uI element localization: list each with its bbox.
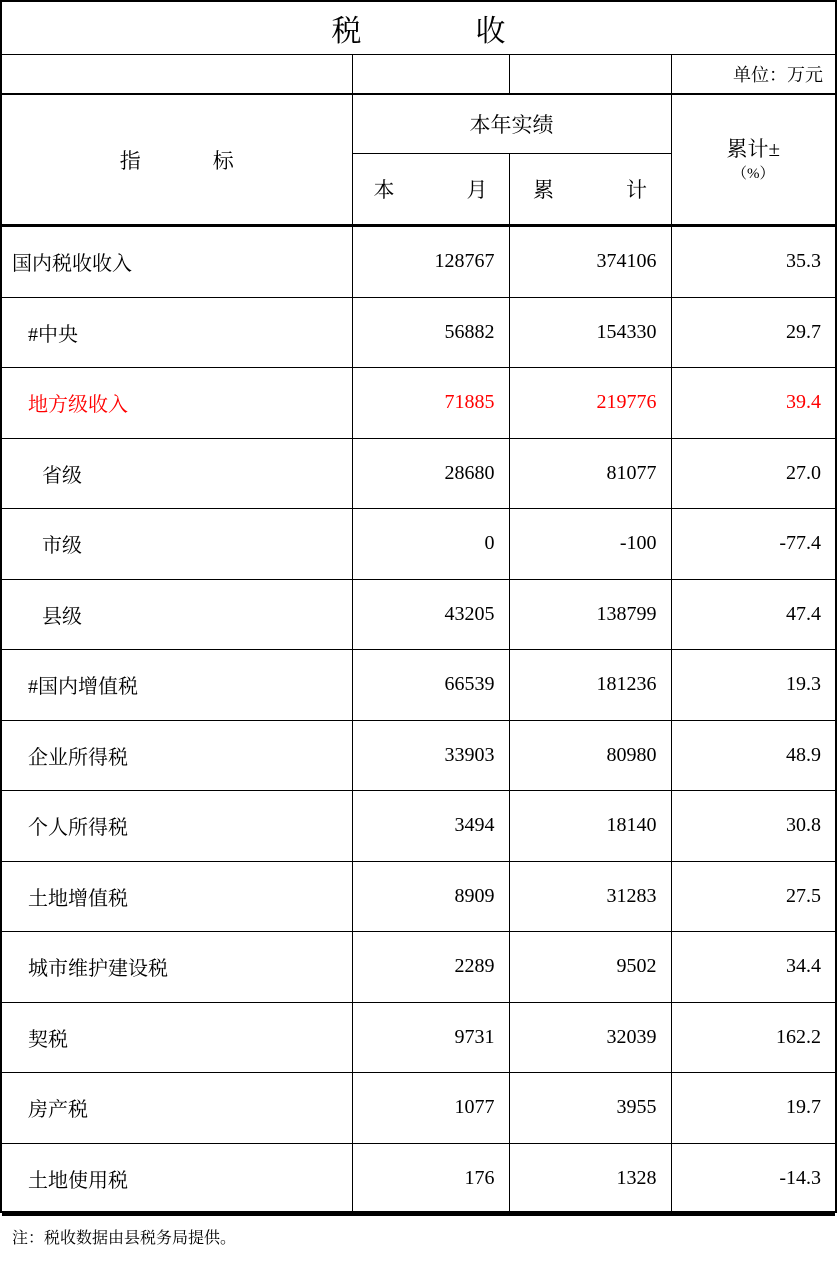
tax-data-table [2, 225, 835, 1214]
unit-blank-cell-3 [509, 55, 671, 95]
row-cumulative-value: 1328 [509, 1143, 671, 1214]
header-rate [671, 94, 835, 225]
table-row [2, 509, 835, 580]
header-cumulative: 累 计 [509, 154, 671, 225]
header-rate-label: 累计± [726, 137, 781, 162]
row-month-value: 71885 [352, 368, 509, 439]
header-month: 本 月 [352, 154, 509, 225]
unit-row [2, 55, 835, 95]
row-rate-value: 162.2 [671, 1002, 835, 1073]
row-rate-value: 19.3 [671, 650, 835, 721]
row-rate-value: 27.5 [671, 861, 835, 932]
row-rate-value: 19.7 [671, 1073, 835, 1144]
row-month-value: 3494 [352, 791, 509, 862]
row-label: 省级 [2, 438, 352, 509]
unit-label: 单位：万元 [671, 55, 835, 95]
row-month-value: 2289 [352, 932, 509, 1003]
table-row [2, 720, 835, 791]
row-cumulative-value: 138799 [509, 579, 671, 650]
row-cumulative-value: 374106 [509, 226, 671, 297]
header-index: 指 标 [2, 94, 352, 225]
unit-blank-cell-1 [2, 55, 352, 95]
row-cumulative-value: 31283 [509, 861, 671, 932]
row-label: 房产税 [2, 1073, 352, 1144]
row-label: 企业所得税 [2, 720, 352, 791]
row-cumulative-value: 80980 [509, 720, 671, 791]
row-label: 城市维护建设税 [2, 932, 352, 1003]
header-year-performance: 本年实绩 [352, 94, 671, 154]
row-cumulative-value: 154330 [509, 297, 671, 368]
unit-blank-cell-2 [352, 55, 509, 95]
row-label: 市级 [2, 509, 352, 580]
table-row [2, 932, 835, 1003]
row-cumulative-value: 181236 [509, 650, 671, 721]
row-rate-value: 48.9 [671, 720, 835, 791]
row-label: 契税 [2, 1002, 352, 1073]
row-cumulative-value: -100 [509, 509, 671, 580]
header-row-1 [2, 94, 835, 154]
row-rate-value: 35.3 [671, 226, 835, 297]
row-month-value: 28680 [352, 438, 509, 509]
row-month-value: 33903 [352, 720, 509, 791]
row-month-value: 0 [352, 509, 509, 580]
row-cumulative-value: 18140 [509, 791, 671, 862]
row-rate-value: 39.4 [671, 368, 835, 439]
row-label: 土地增值税 [2, 861, 352, 932]
row-label: #国内增值税 [2, 650, 352, 721]
table-row [2, 791, 835, 862]
row-rate-value: -77.4 [671, 509, 835, 580]
row-rate-value: -14.3 [671, 1143, 835, 1214]
row-month-value: 9731 [352, 1002, 509, 1073]
row-rate-value: 30.8 [671, 791, 835, 862]
row-cumulative-value: 81077 [509, 438, 671, 509]
table-row [2, 297, 835, 368]
table-row [2, 1002, 835, 1073]
row-cumulative-value: 219776 [509, 368, 671, 439]
row-label: #中央 [2, 297, 352, 368]
row-label: 县级 [2, 579, 352, 650]
row-month-value: 66539 [352, 650, 509, 721]
table-row [2, 650, 835, 721]
row-rate-value: 34.4 [671, 932, 835, 1003]
row-rate-value: 29.7 [671, 297, 835, 368]
row-label: 地方级收入 [2, 368, 352, 439]
table-row [2, 438, 835, 509]
row-month-value: 8909 [352, 861, 509, 932]
row-rate-value: 47.4 [671, 579, 835, 650]
title-row [2, 2, 835, 55]
row-cumulative-value: 3955 [509, 1073, 671, 1144]
row-cumulative-value: 9502 [509, 932, 671, 1003]
row-month-value: 56882 [352, 297, 509, 368]
row-cumulative-value: 32039 [509, 1002, 671, 1073]
table-row [2, 226, 835, 297]
row-label: 国内税收收入 [2, 226, 352, 297]
footnote: 注：税收数据由县税务局提供。 [2, 1214, 835, 1260]
table-row [2, 368, 835, 439]
row-month-value: 43205 [352, 579, 509, 650]
row-month-value: 176 [352, 1143, 509, 1214]
row-month-value: 1077 [352, 1073, 509, 1144]
table-row [2, 1073, 835, 1144]
table-row [2, 1143, 835, 1214]
row-label: 个人所得税 [2, 791, 352, 862]
header-rate-unit: （%） [732, 165, 775, 182]
row-month-value: 128767 [352, 226, 509, 297]
table-row [2, 579, 835, 650]
page-title: 税 收 [2, 2, 835, 55]
row-rate-value: 27.0 [671, 438, 835, 509]
table-row [2, 861, 835, 932]
row-label: 土地使用税 [2, 1143, 352, 1214]
tax-report-table [2, 2, 835, 225]
